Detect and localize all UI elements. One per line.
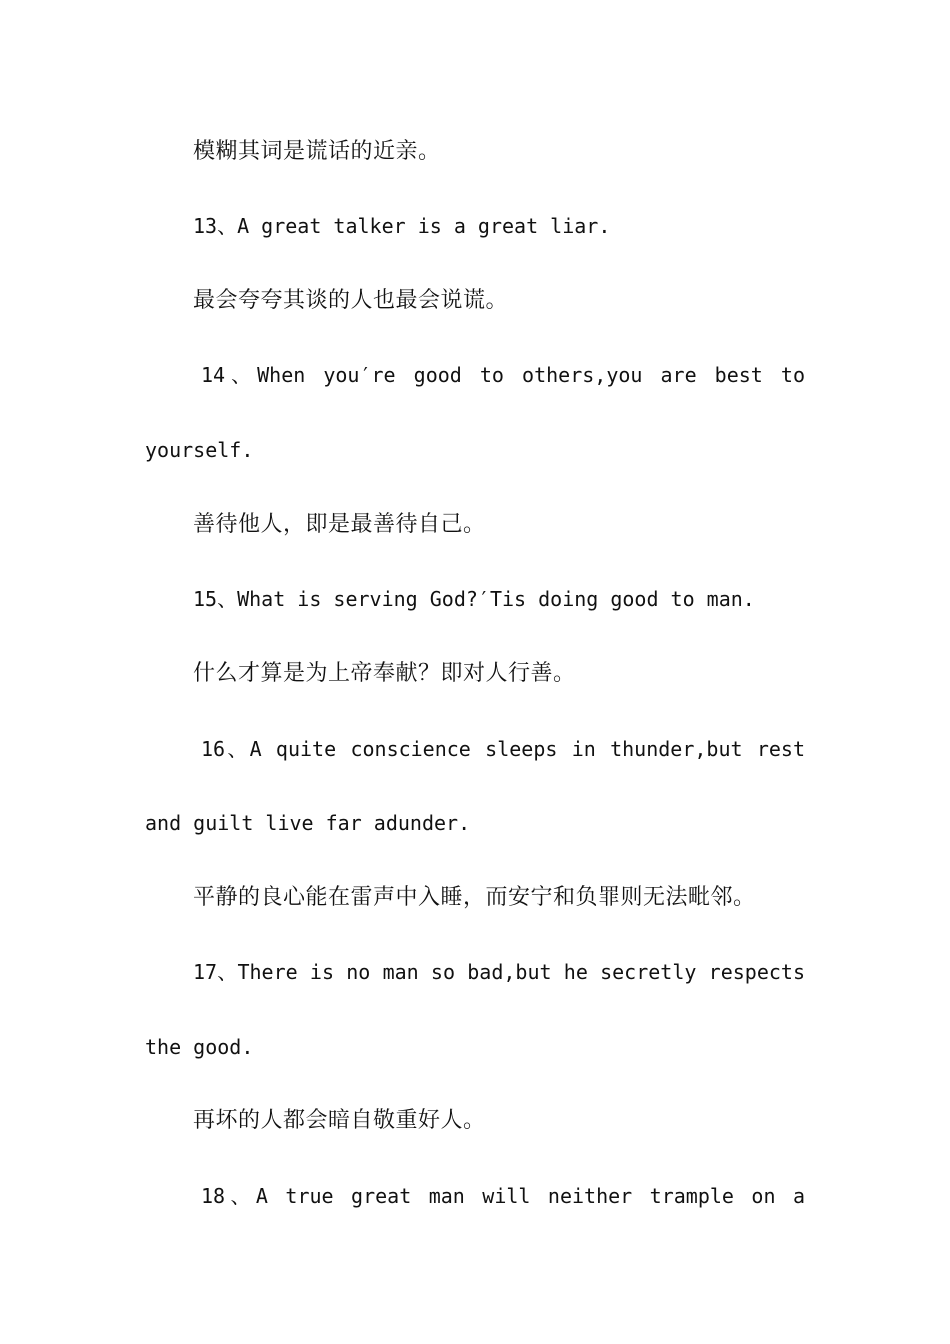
- paragraph-line: yourself.: [145, 438, 254, 462]
- paragraph-line: 平静的良心能在雷声中入睡，而安宁和负罪则无法毗邻。: [193, 885, 756, 910]
- paragraph-line: 再坏的人都会暗自敬重好人。: [193, 1108, 486, 1133]
- paragraph-line: 17、There is no man so bad,but he secretly respects: [193, 960, 805, 984]
- paragraph-line: 18、A true great man will neither trample on a: [201, 1184, 805, 1208]
- paragraph-line: 13、A great talker is a great liar.: [193, 214, 611, 238]
- paragraph-line: 最会夸夸其谈的人也最会说谎。: [193, 288, 509, 313]
- paragraph-line: 14、When you′re good to others,you are best to: [201, 363, 805, 387]
- paragraph-line: 什么才算是为上帝奉献？即对人行善。: [193, 661, 576, 686]
- paragraph-line: 善待他人，即是最善待自己。: [193, 512, 486, 537]
- paragraph-line: and guilt live far adunder.: [145, 811, 471, 835]
- paragraph-line: 16、A quite conscience sleeps in thunder,but rest: [201, 737, 805, 761]
- paragraph-line: the good.: [145, 1035, 254, 1059]
- paragraph-line: 15、What is serving God?′Tis doing good to man.: [193, 587, 755, 611]
- paragraph-line: 模糊其词是谎话的近亲。: [193, 139, 441, 164]
